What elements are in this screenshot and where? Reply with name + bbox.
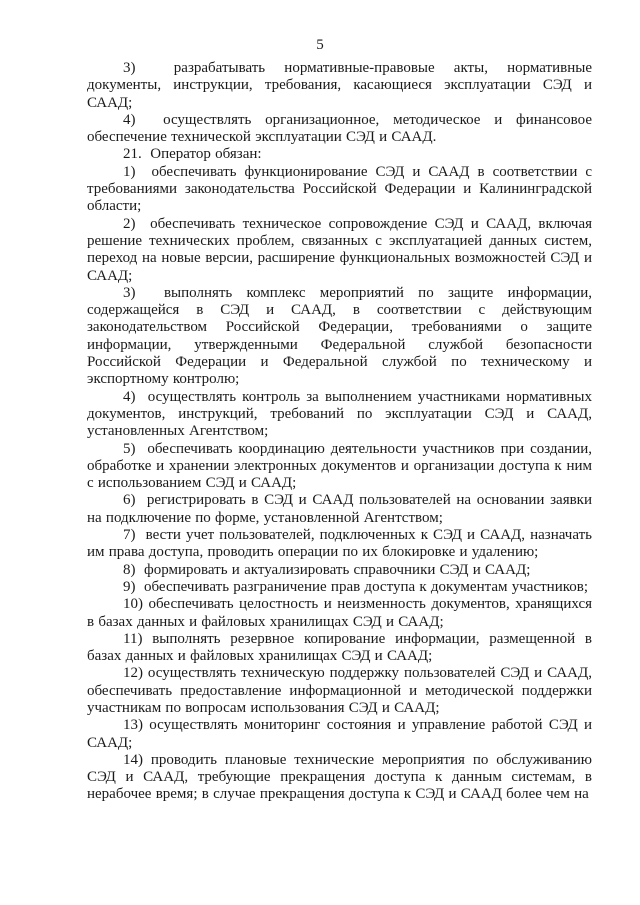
paragraph-item-3-develop-acts: 3) разрабатывать нормативные-правовые акты, нормативные документы, инструкции, требования, касающиеся эксплуатации СЭД и СААД; — [87, 60, 592, 111]
document-body — [87, 60, 592, 804]
paragraph-item-6-register-users: 6) регистрировать в СЭД и СААД пользователей на основании заявки на подключение по форме, установленной Агентством; — [87, 492, 592, 526]
paragraph-item-4-organizational-support: 4) осуществлять организационное, методическое и финансовое обеспечение технической эксплуатации СЭД и СААД. — [87, 111, 592, 146]
paragraph-clause-21-operator-obliged: 21. Оператор обязан: — [123, 146, 262, 163]
paragraph-item-2-technical-maintenance: 2) обеспечивать техническое сопровождение СЭД и СААД, включая решение технических проблем, связанных с эксплуатацией данных систем, переход на новые версии, расширение функциональных возможностей СЭД и СААД; — [87, 215, 592, 284]
paragraph-item-10-integrity: 10) обеспечивать целостность и неизменность документов, хранящихся в базах данных и файловых хранилищах СЭД и СААД; — [87, 596, 592, 630]
page-number: 5 — [316, 37, 324, 53]
paragraph-item-4-compliance-control: 4) осуществлять контроль за выполнением участниками нормативных документов, инструкций, требований по эксплуатации СЭД и СААД, установленных Агентством; — [87, 388, 592, 440]
paragraph-item-8-reference-books: 8) формировать и актуализировать справочники СЭД и СААД; — [123, 561, 531, 578]
paragraph-item-5-coordination: 5) обеспечивать координацию деятельности участников при создании, обработке и хранении электронных документов и организации доступа к ним с использованием СЭД и СААД; — [87, 440, 592, 492]
paragraph-item-3-information-protection: 3) выполнять комплекс мероприятий по защите информации, содержащейся в СЭД и СААД, в соответствии с действующим законодательством Российской Федерации, требованиями о защите информации, утвержденными Федеральной службой безопасности Российской Федерации и Федеральной службой по техническому и экспортному контролю; — [87, 284, 592, 388]
paragraph-item-9-access-separation: 9) обеспечивать разграничение прав доступа к документам участников; — [123, 578, 588, 595]
paragraph-item-14-scheduled-maintenance: 14) проводить плановые технические мероприятия по обслуживанию СЭД и СААД, требующие прекращения доступа к данным системам, в нерабочее время; в случае прекращения доступа к СЭД и СААД более чем на — [87, 751, 592, 803]
paragraph-item-13-monitoring: 13) осуществлять мониторинг состояния и управление работой СЭД и СААД; — [87, 717, 592, 751]
paragraph-item-1-functioning: 1) обеспечивать функционирование СЭД и СААД в соответствии с требованиями законодательства Российской Федерации и Калининградской области; — [87, 163, 592, 215]
paragraph-item-7-user-accounting: 7) вести учет пользователей, подключенных к СЭД и СААД, назначать им права доступа, проводить операции по их блокировке и удалению; — [87, 527, 592, 561]
paragraph-item-11-backup: 11) выполнять резервное копирование информации, размещенной в базах данных и файловых хранилищах СЭД и СААД; — [87, 630, 592, 665]
paragraph-item-12-user-support: 12) осуществлять техническую поддержку пользователей СЭД и СААД, обеспечивать предоставление информационной и методической поддержки участникам по вопросам использования СЭД и СААД; — [87, 665, 592, 716]
